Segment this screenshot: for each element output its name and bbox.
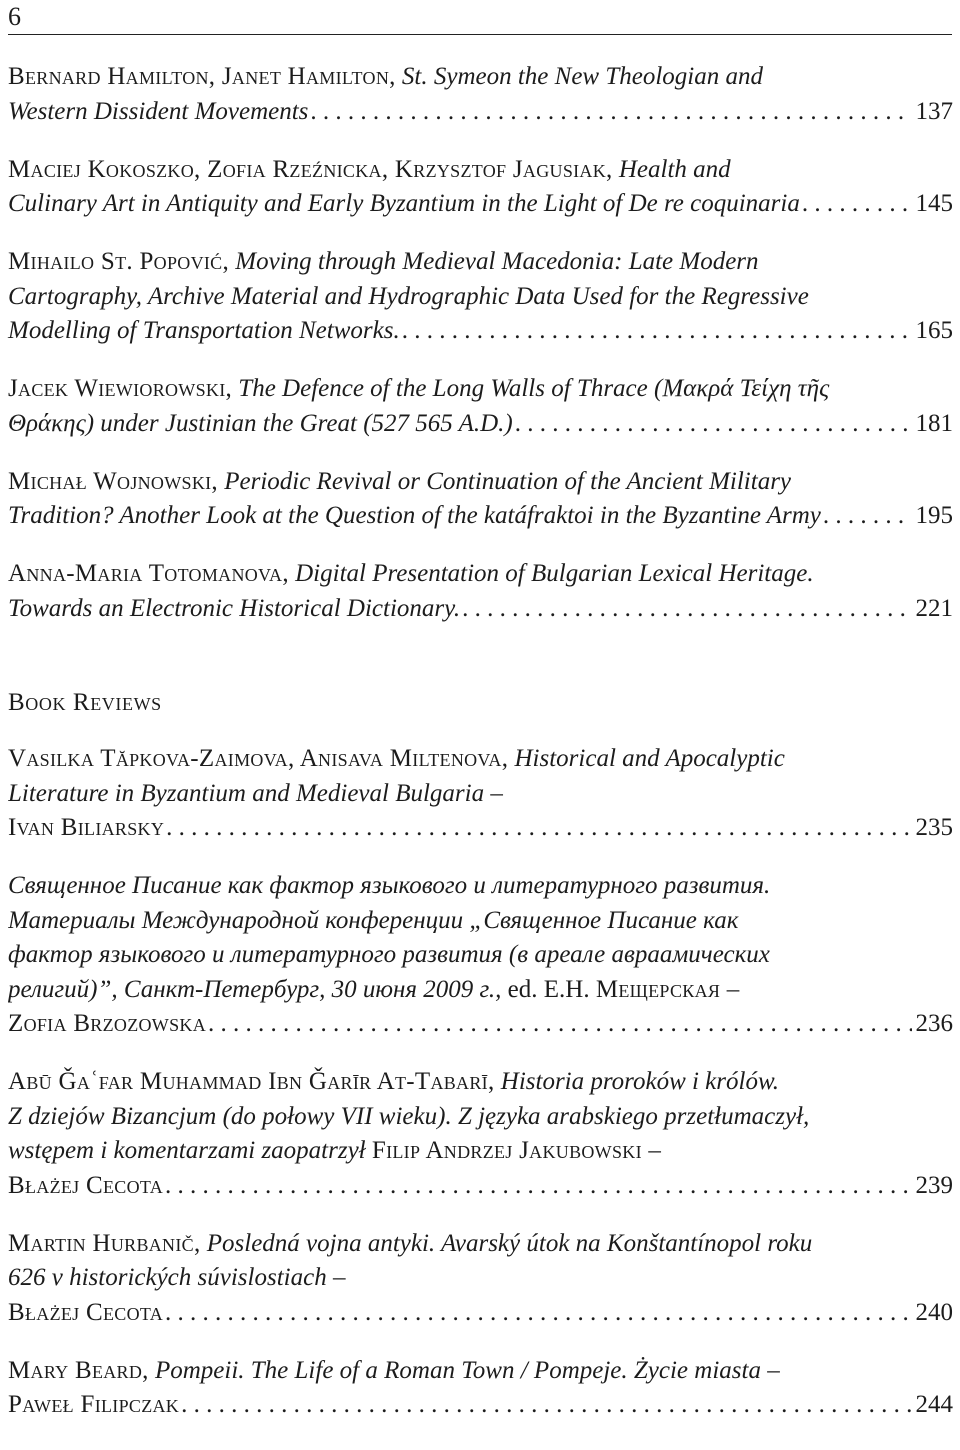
- translator-name: Filip Andrzej Jakubowski –: [371, 1137, 662, 1164]
- entry-title: St. Symeon the New Theologian and: [401, 63, 763, 90]
- editor-prefix: ed. Е.Н.: [507, 975, 590, 1003]
- entry-title: Historia proroków i królów.: [500, 1068, 780, 1095]
- entry-author: Vasilka Tăpkova-Zaimova, Anisava Miltenova,: [8, 745, 509, 772]
- page-ref: 195: [915, 502, 953, 529]
- entry-author: Anna-Maria Totomanova,: [8, 560, 289, 587]
- toc-entry-line: [8, 1354, 953, 1389]
- toc-entry-line: [8, 1388, 953, 1423]
- review-entry: [8, 742, 953, 846]
- entry-title: Historical and Apocalyptic: [514, 745, 785, 772]
- review-entry: [8, 1227, 953, 1331]
- entry-title: Literature in Byzantium and Medieval Bulgaria –: [8, 779, 503, 807]
- editor-name: Мещерская –: [595, 975, 740, 1003]
- toc-entry-line: [8, 973, 953, 1008]
- review-entry: [8, 869, 953, 1042]
- toc-entry-line: [8, 95, 953, 130]
- page-ref: 235: [915, 814, 953, 841]
- page-ref: 244: [915, 1391, 953, 1418]
- entry-author: Michał Wojnowski,: [8, 467, 218, 495]
- entry-title: Digital Presentation of Bulgarian Lexical Heritage.: [295, 560, 814, 587]
- toc-entry-line: [8, 1169, 953, 1204]
- review-entry: [8, 1354, 953, 1423]
- toc-entry-line: [8, 592, 953, 627]
- entry-title: Tradition? Another Look at the Question of the katáfraktoi in the Byzantine Army: [8, 502, 821, 529]
- toc-entry-line: [8, 60, 953, 95]
- toc-entry-line: [8, 742, 953, 777]
- entry-title: фактор языкового и литературного развития (в ареале авраамических: [8, 941, 770, 968]
- page-ref: 145: [915, 190, 953, 217]
- entry-title: 626 v historických súvislostiach –: [8, 1264, 346, 1291]
- toc-entry-line: [8, 465, 953, 500]
- toc-entry-line: [8, 811, 953, 846]
- toc-entry: [8, 465, 953, 534]
- toc-entry-line: [8, 1065, 953, 1100]
- entry-title: Θράκης) under Justinian the Great (527 565 A.D.): [8, 409, 513, 437]
- entry-title: wstępem i komentarzami zaopatrzył: [8, 1137, 366, 1164]
- entry-author: Abū Ǧaʿfar Muhammad Ibn Ǧarīr At-Tabarī,: [8, 1068, 495, 1095]
- toc-entry-line: [8, 187, 953, 222]
- entry-title: Towards an Electronic Historical Dictionary.: [8, 594, 461, 622]
- page-number: 6: [8, 2, 21, 31]
- toc-entry-line: [8, 1296, 953, 1331]
- toc-entry: [8, 60, 953, 129]
- toc-entry-line: [8, 557, 953, 592]
- entry-author: Mihailo St. Popović,: [8, 248, 230, 275]
- toc-entry: [8, 557, 953, 626]
- page-ref: 236: [915, 1010, 953, 1037]
- entry-author: Martin Hurbanič,: [8, 1229, 201, 1257]
- reviewer-name: Błażej Cecota: [8, 1171, 164, 1199]
- reviewer-name: Paweł Filipczak: [8, 1391, 180, 1418]
- toc-entry-line: [8, 499, 953, 534]
- section-heading-book-reviews: Book Reviews: [8, 689, 162, 716]
- entry-title: Health and: [618, 155, 731, 183]
- entry-title: Culinary Art in Antiquity and Early Byzantium in the Light of De re coquinaria: [8, 190, 800, 217]
- dot-leader: [823, 499, 912, 534]
- review-entry: [8, 1065, 953, 1203]
- entry-author: Bernard Hamilton, Janet Hamilton,: [8, 63, 396, 90]
- header-rule: [8, 34, 952, 35]
- entry-author: Mary Beard,: [8, 1356, 149, 1384]
- dot-leader: [462, 592, 911, 627]
- toc-entry: [8, 372, 953, 441]
- reviewer-name: Błażej Cecota: [8, 1298, 164, 1326]
- dot-leader: [515, 407, 912, 442]
- dot-leader: [802, 187, 912, 222]
- toc-entry-line: [8, 314, 953, 349]
- reviewer-name: Ivan Biliarsky: [8, 814, 165, 841]
- entry-author: Maciej Kokoszko, Zofia Rzeźnicka, Krzysztof Jagusiak,: [8, 155, 613, 183]
- page-ref: 240: [915, 1298, 953, 1326]
- toc-entry: [8, 153, 953, 222]
- toc-entry-line: [8, 407, 953, 442]
- entry-title: Священное Писание как фактор языкового и литературного развития.: [8, 872, 771, 899]
- dot-leader: [310, 95, 911, 130]
- entry-title: Western Dissident Movements: [8, 97, 309, 125]
- dot-leader: [402, 314, 912, 349]
- entry-title: Periodic Revival or Continuation of the Ancient Military: [224, 467, 792, 495]
- entry-title: Z dziejów Bizancjum (do połowy VII wieku). Z języka arabskiego przetłumaczył,: [8, 1102, 810, 1130]
- toc-entry-line: [8, 1227, 953, 1262]
- dot-leader: [181, 1388, 911, 1423]
- page-ref: 137: [915, 97, 953, 125]
- toc-entry-line: [8, 1007, 953, 1042]
- entry-title: Modelling of Transportation Networks.: [8, 317, 400, 344]
- page-ref: 181: [915, 409, 953, 437]
- entry-title: Moving through Medieval Macedonia: Late Modern: [235, 248, 759, 275]
- entry-title: The Defence of the Long Walls of Thrace (Μακρά Τείχη τῆς: [238, 375, 830, 402]
- table-of-contents: [8, 60, 953, 1446]
- dot-leader: [165, 1169, 911, 1204]
- dot-leader: [208, 1007, 912, 1042]
- page-ref: 165: [915, 317, 953, 344]
- toc-entry-line: [8, 245, 953, 280]
- page-ref: 239: [915, 1171, 953, 1199]
- page-ref: 221: [915, 594, 953, 622]
- entry-title: Cartography, Archive Material and Hydrographic Data Used for the Regressive: [8, 282, 809, 310]
- entry-author: Jacek Wiewiorowski,: [8, 375, 233, 402]
- reviewer-name: Zofia Brzozowska: [8, 1010, 206, 1037]
- toc-entry-line: [8, 372, 953, 407]
- dot-leader: [166, 811, 911, 846]
- toc-entry: [8, 245, 953, 349]
- dot-leader: [165, 1296, 911, 1331]
- toc-entry-line: [8, 153, 953, 188]
- entry-title: Pompeii. The Life of a Roman Town / Pompeje. Życie miasta –: [154, 1356, 780, 1384]
- entry-title: религий)”, Санкт-Петербург, 30 июня 2009 г.,: [8, 975, 502, 1003]
- toc-entry-line: [8, 1134, 953, 1169]
- entry-title: Материалы Международной конференции „Священное Писание как: [8, 906, 739, 934]
- entry-title: Posledná vojna antyki. Avarský útok na Konštantínopol roku: [206, 1229, 813, 1257]
